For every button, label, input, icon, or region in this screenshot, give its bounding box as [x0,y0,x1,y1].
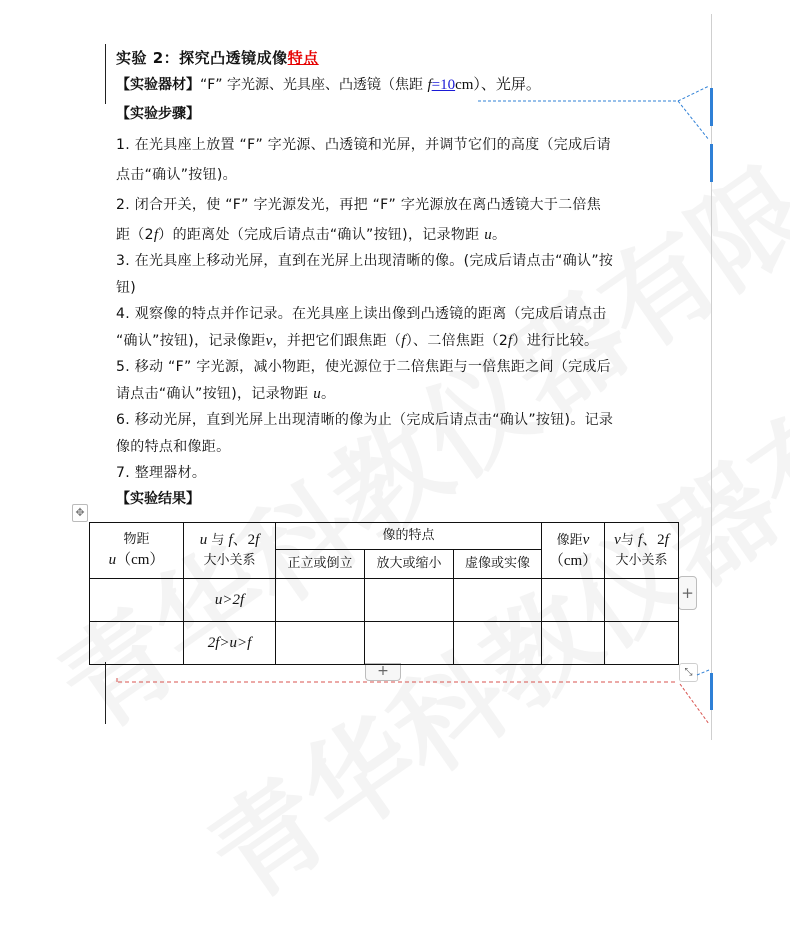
cell-size[interactable] [365,622,454,665]
step-4[interactable] [116,301,676,354]
step-6[interactable] [116,407,676,460]
step-2[interactable] [116,192,676,248]
materials-line[interactable] [116,72,676,99]
header-text [184,530,275,551]
text: 与 [207,533,229,548]
step-5[interactable] [116,354,676,407]
document-body [116,44,676,511]
header-image-features[interactable]: 像的特点 [276,523,542,550]
focal-symbol: f [401,332,406,349]
header-object-distance[interactable] [90,523,184,579]
revision-marker [710,144,713,182]
revision-marker [710,88,713,126]
change-bar [105,662,106,724]
table-row [90,579,679,622]
object-distance-symbol: u [313,385,322,402]
symbol: f [637,532,643,548]
step-7[interactable] [116,460,676,487]
text: 、2 [642,532,665,548]
experiment-title[interactable] [116,44,676,72]
header-v-relation[interactable] [605,523,679,579]
revision-marker [710,673,713,710]
text: 。 [492,226,507,243]
cell-v-relation[interactable] [605,579,679,622]
unit: （cm） [116,552,165,568]
symbol: v [614,532,621,548]
cell-type[interactable] [454,579,542,622]
text: 像距 [556,533,583,548]
text: 、2 [232,532,256,548]
symbol: f [228,532,233,548]
header-text: 大小关系 [615,553,668,568]
step-text: 3. 在光具座上移动光屏，直到在光屏上出现清晰的像。(完成后请点击“确认”按 [116,253,614,269]
steps-heading: 【实验步骤】 [116,106,200,122]
results-heading: 【实验结果】 [116,490,200,507]
header-image-distance[interactable] [542,523,605,579]
cell-v-relation[interactable] [605,622,679,665]
header-text [605,530,678,551]
focal-symbol: f [153,226,159,243]
image-distance-symbol: v [265,332,273,349]
header-text: 物距 [123,532,150,547]
step-text: 钮) [116,279,137,296]
focal-symbol: f [508,332,513,349]
step-1[interactable] [116,132,676,188]
step-text: 4. 观察像的特点并作记录。在光具座上读出像到凸透镜的距离（完成后请点击 [116,306,607,322]
cell-relation[interactable]: u>2f [184,579,276,622]
change-bar [105,44,106,104]
step-text: 像的特点和像距。 [116,438,231,455]
symbol: f [664,532,669,548]
add-column-button[interactable]: + [678,576,697,610]
step-text [116,381,676,408]
step-text [116,222,676,249]
cell-type[interactable] [454,622,542,665]
header-text [542,530,604,551]
cell-v[interactable] [542,622,605,665]
text: ，并把它们跟焦距（ [272,332,402,349]
materials-text-end: cm）、光屏。 [455,77,541,93]
results-table [89,522,679,665]
text: 。 [321,385,336,402]
title-text: 实验 2：探究凸透镜成像 [116,49,288,67]
text: 与 [620,533,638,548]
header-image-type[interactable]: 虚像或实像 [454,550,542,579]
text: “确认”按钮)，记录像距 [116,332,266,349]
text: 距（2 [116,226,154,243]
text: ）进行比较。 [512,332,599,349]
text: 请点击“确认”按钮)，记录物距 [116,385,314,402]
cell-upright[interactable] [276,622,365,665]
cell-v[interactable] [542,579,605,622]
step-text: 6. 移动光屏，直到光屏上出现清晰的像为止（完成后请点击“确认”按钮)。记录 [116,412,614,428]
materials-text: “F” 字光源、光具座、凸透镜（焦距 [200,77,428,93]
unit: （cm） [548,553,598,569]
cell-upright[interactable] [276,579,365,622]
step-text: 点击“确认”按钮)。 [116,166,237,183]
symbol: u [199,532,208,548]
cell-u[interactable] [90,622,184,665]
step-text: 5. 移动 “F” 字光源，减小物距，使光源位于二倍焦距与一倍焦距之间（完成后 [116,359,611,375]
symbol: v [582,532,590,548]
step-text: 7. 整理器材。 [116,465,207,481]
cell-size[interactable] [365,579,454,622]
add-row-button[interactable]: + [365,663,401,681]
step-text [116,328,676,355]
focal-symbol: f [427,77,432,93]
object-distance-symbol: u [484,226,493,243]
table-row [90,622,679,665]
step-3[interactable] [116,248,676,301]
text: ）的距离处（完成后请点击“确认”按钮)，记录物距 [158,226,485,243]
cell-u[interactable] [90,579,184,622]
table-move-handle[interactable]: ✥ [72,504,88,522]
step-text: 1. 在光具座上放置 “F” 字光源、凸透镜和光屏，并调节它们的高度（完成后请 [116,137,611,153]
step-text: 2. 闭合开关，使 “F” 字光源发光，再把 “F” 字光源放在离凸透镜大于二倍焦 [116,197,602,213]
symbol: f [255,532,260,548]
text: ）、二倍焦距（2 [405,332,509,349]
table-resize-handle[interactable]: ⤡ [679,663,698,682]
materials-label: 【实验器材】 [116,77,200,93]
header-text: 大小关系 [203,553,256,568]
header-size[interactable]: 放大或缩小 [365,550,454,579]
title-highlight: 特点 [287,49,319,67]
header-upright[interactable]: 正立或倒立 [276,550,365,579]
symbol: u [108,552,117,568]
header-u-relation[interactable] [184,523,276,579]
cell-relation[interactable]: 2f>u>f [184,622,276,665]
header-text [90,550,183,571]
focal-value[interactable]: =10 [431,77,456,93]
